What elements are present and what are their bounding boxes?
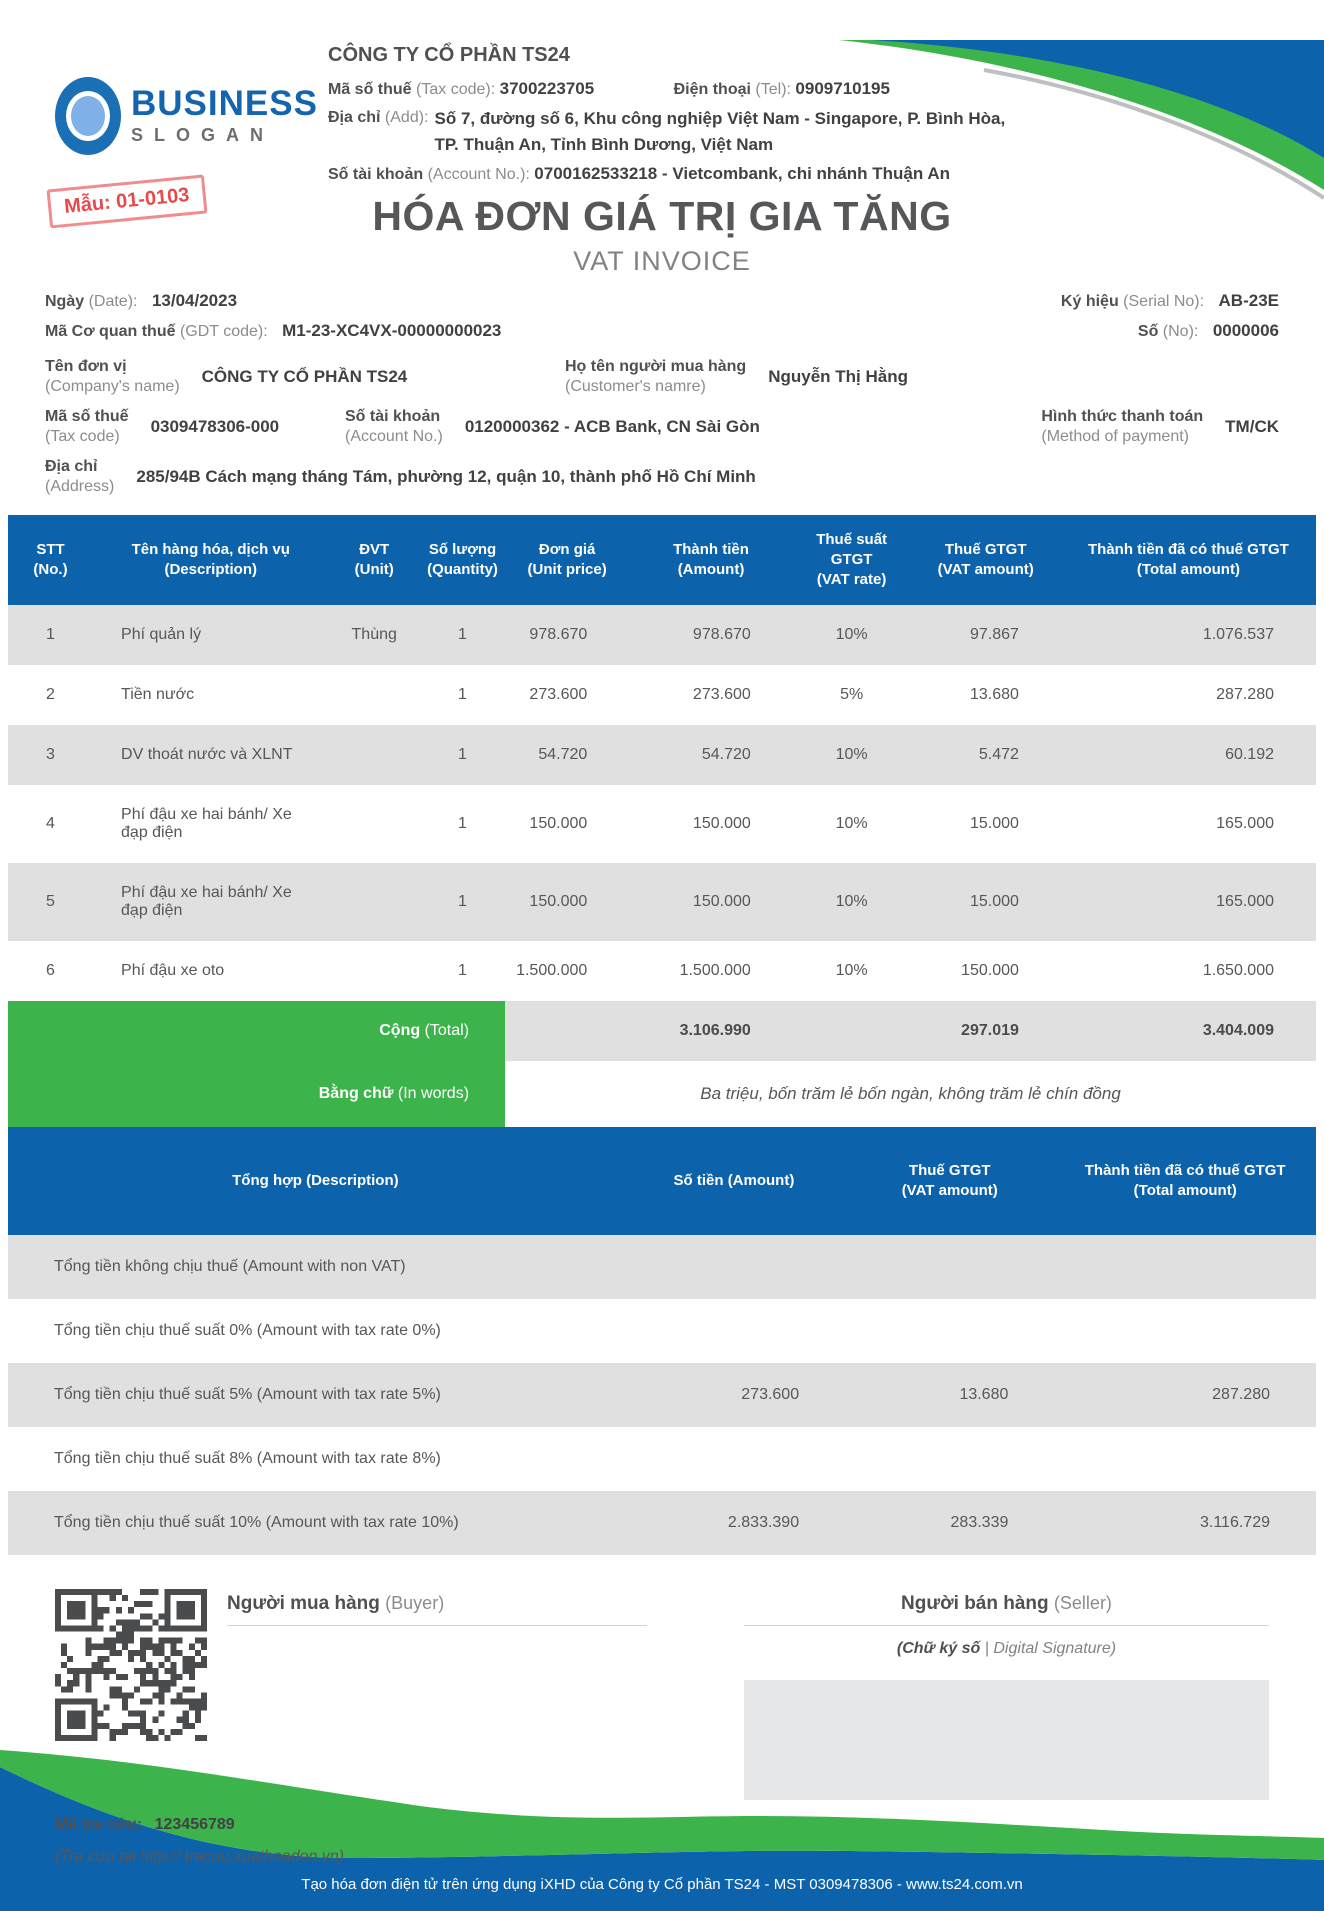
qr-code	[55, 1589, 207, 1741]
table-cell: 2	[46, 686, 55, 703]
brand-slogan: SLOGAN	[131, 124, 275, 145]
buyer-customer-name: Nguyễn Thị Hằng	[768, 367, 908, 386]
table-cell: 60.192	[1061, 725, 1316, 785]
table-cell: 1	[458, 815, 467, 832]
table-cell: Thùng	[328, 605, 420, 665]
buyer-company-name: CÔNG TY CỔ PHẦN TS24	[201, 367, 408, 386]
lookup-label: Mã tra cứu:	[55, 1816, 143, 1833]
form-number-stamp: Mẫu: 01-0103	[46, 175, 207, 229]
total-vat: 297.019	[910, 1001, 1060, 1061]
table-cell: 150.000	[529, 815, 588, 832]
invoice-header	[55, 40, 1324, 191]
table-cell: 150.000	[961, 962, 1019, 979]
buyer-account-label: Số tài khoản (Account No.)	[345, 408, 443, 445]
table-cell: 10%	[793, 863, 911, 941]
table-row	[8, 941, 1316, 1001]
table-cell	[328, 725, 420, 785]
table-cell: 10%	[793, 725, 911, 785]
table-cell: 5%	[840, 686, 864, 703]
table-cell	[328, 863, 420, 941]
seller-rule	[744, 1625, 1269, 1626]
total-with-vat: 3.404.009	[1061, 1001, 1316, 1061]
buyer-rule	[227, 1625, 647, 1626]
col-unit-price: Đơn giá (Unit price)	[505, 515, 629, 605]
table-cell: 6	[46, 962, 55, 979]
col-description: Tên hàng hóa, dịch vụ (Description)	[93, 515, 328, 605]
lookup-note: (Tra cứu tại http:// tracuu.xuathoadon.vn)	[55, 1848, 345, 1865]
signature-placeholder-box	[744, 1680, 1269, 1800]
buyer-customer-label: Họ tên người mua hàng (Customer's namre)	[565, 358, 747, 395]
summary-cell: 13.680	[845, 1363, 1054, 1427]
summary-cell	[1054, 1299, 1316, 1363]
col-unit: ĐVT (Unit)	[328, 515, 420, 605]
items-header-row	[8, 515, 1316, 605]
table-cell: 15.000	[969, 815, 1019, 832]
table-cell: DV thoát nước và XLNT	[93, 725, 328, 785]
table-row	[8, 785, 1316, 863]
summary-cell: 2.833.390	[623, 1491, 845, 1555]
items-tbody	[8, 605, 1316, 1001]
summary-cell: 287.280	[1054, 1363, 1316, 1427]
company-logo	[55, 40, 320, 191]
items-table	[8, 515, 1316, 1127]
summary-header-row	[8, 1127, 1316, 1235]
col-quantity: Số lượng (Quantity)	[420, 515, 505, 605]
total-label: Cộng (Total)	[8, 1001, 505, 1061]
invoice-subtitle: VAT INVOICE	[573, 246, 751, 276]
col-total-amount: Thành tiền đã có thuế GTGT (Total amount)	[1061, 515, 1316, 605]
table-row	[8, 605, 1316, 665]
summary-cell	[623, 1427, 845, 1491]
table-cell: Tiền nước	[121, 686, 195, 703]
table-cell	[328, 785, 420, 863]
in-words-row	[8, 1061, 1316, 1127]
col-summary-amount: Số tiền (Amount)	[623, 1127, 845, 1235]
table-row	[8, 725, 1316, 785]
summary-row	[8, 1491, 1316, 1555]
table-cell	[328, 941, 420, 1001]
buyer-sign-title: Người mua hàng (Buyer)	[227, 1593, 445, 1614]
invoice-date: Ngày (Date): 13/04/2023	[45, 291, 238, 310]
table-cell: 1	[420, 605, 505, 665]
payment-method-label: Hình thức thanh toán (Method of payment)	[1041, 408, 1204, 445]
footer-note: Tạo hóa đơn điện tử trên ứng dụng iXHD của Công ty Cổ phần TS24 - MST 0309478306 - www.ts24.com.vn	[301, 1876, 1023, 1893]
invoice-serial: Ký hiệu (Serial No): AB-23E	[1060, 291, 1279, 310]
summary-row	[8, 1299, 1316, 1363]
col-summary-vat: Thuế GTGT (VAT amount)	[845, 1127, 1054, 1235]
table-cell: 165.000	[1061, 863, 1316, 941]
summary-cell	[623, 1235, 845, 1299]
col-vat-amount: Thuế GTGT (VAT amount)	[910, 515, 1060, 605]
table-cell: 1	[458, 686, 467, 703]
digital-signature-label: (Chữ ký số | Digital Signature)	[896, 1640, 1117, 1657]
seller-company-name: CÔNG TY CỔ PHẦN TS24	[328, 44, 570, 66]
table-cell: 978.670	[629, 605, 793, 665]
col-vat-rate: Thuế suất GTGT (VAT rate)	[793, 515, 911, 605]
table-cell: Phí đậu xe hai bánh/ Xe đạp điện	[93, 863, 328, 941]
summary-cell: Tổng tiền không chịu thuế (Amount with non VAT)	[8, 1235, 623, 1299]
table-cell: 10%	[835, 815, 868, 832]
summary-row	[8, 1363, 1316, 1427]
seller-sign-block	[744, 1589, 1269, 1800]
summary-cell	[845, 1427, 1054, 1491]
seller-account-row: Số tài khoản (Account No.): 0700162533218 - Vietcombank, chi nhánh Thuận An	[328, 164, 951, 183]
table-cell: 150.000	[629, 863, 793, 941]
invoice-number: Số (No): 0000006	[1137, 321, 1279, 340]
table-cell: 978.670	[505, 605, 629, 665]
seller-tel: 0909710195	[795, 79, 890, 98]
table-row	[8, 665, 1316, 725]
logo-oval-icon	[55, 77, 121, 155]
seller-address: Số 7, đường số 6, Khu công nghiệp Việt Nam - Singapore, P. Bình Hòa, TP. Thuận An, Tỉnh Bình Dương, Việt Nam	[434, 109, 1006, 154]
lookup-code: 123456789	[154, 1816, 235, 1833]
seller-tax-row: Mã số thuế (Tax code): 3700223705 Điện thoại (Tel): 0909710195	[328, 79, 890, 98]
table-cell: 54.720	[505, 725, 629, 785]
table-cell: 4	[46, 815, 55, 832]
col-amount: Thành tiền (Amount)	[629, 515, 793, 605]
seller-tax-code: 3700223705	[499, 79, 595, 98]
table-cell: 54.720	[629, 725, 793, 785]
table-cell: 3	[8, 725, 93, 785]
brand-name: BUSINESS	[131, 83, 318, 123]
summary-row	[8, 1427, 1316, 1491]
table-cell: 1	[420, 725, 505, 785]
table-cell: 5.472	[910, 725, 1060, 785]
summary-cell: Tổng tiền chịu thuế suất 0% (Amount with tax rate 0%)	[54, 1322, 441, 1339]
total-amount: 3.106.990	[629, 1001, 793, 1061]
summary-cell: Tổng tiền chịu thuế suất 10% (Amount with tax rate 10%)	[8, 1491, 623, 1555]
table-cell: 1	[8, 605, 93, 665]
col-summary-description: Tổng hợp (Description)	[8, 1127, 623, 1235]
summary-table	[8, 1127, 1316, 1555]
table-cell: 287.280	[1216, 686, 1274, 703]
table-cell: Phí đậu xe hai bánh/ Xe đạp điện	[121, 806, 292, 841]
table-cell: 273.600	[529, 686, 588, 703]
table-cell: 1	[420, 863, 505, 941]
table-cell: 5	[8, 863, 93, 941]
table-cell: 10%	[793, 605, 911, 665]
summary-cell: 273.600	[623, 1363, 845, 1427]
col-stt: STT (No.)	[8, 515, 93, 605]
table-row	[8, 863, 1316, 941]
seller-sign-title: Người bán hàng (Seller)	[901, 1593, 1112, 1614]
summary-cell	[1054, 1427, 1316, 1491]
table-cell: 165.000	[1216, 815, 1274, 832]
table-cell: Phí quản lý	[93, 605, 328, 665]
col-summary-total: Thành tiền đã có thuế GTGT (Total amount)	[1054, 1127, 1316, 1235]
summary-cell	[623, 1299, 845, 1363]
total-row	[8, 1001, 1316, 1061]
summary-cell: Tổng tiền chịu thuế suất 8% (Amount with tax rate 8%)	[54, 1450, 441, 1467]
summary-cell	[1054, 1235, 1316, 1299]
table-cell: Phí đậu xe oto	[121, 962, 225, 979]
table-cell: 97.867	[910, 605, 1060, 665]
table-cell: 1.500.000	[679, 962, 751, 979]
buyer-info	[45, 357, 1279, 497]
summary-row	[8, 1235, 1316, 1299]
buyer-company-label: Tên đơn vị (Company's name)	[45, 358, 180, 395]
table-cell: 1.076.537	[1061, 605, 1316, 665]
buyer-account: 0120000362 - ACB Bank, CN Sài Gòn	[464, 417, 760, 436]
table-cell: 15.000	[910, 863, 1060, 941]
amount-in-words: Ba triệu, bốn trăm lẻ bốn ngàn, không trăm lẻ chín đồng	[700, 1084, 1121, 1103]
table-cell: 1.650.000	[1202, 962, 1274, 979]
table-cell: 1	[458, 962, 467, 979]
table-cell: 10%	[835, 962, 868, 979]
in-words-label: Bằng chữ (In words)	[8, 1061, 505, 1127]
buyer-address-label: Địa chỉ (Address)	[45, 458, 115, 495]
summary-tbody	[8, 1235, 1316, 1555]
summary-cell: 283.339	[845, 1491, 1054, 1555]
table-cell: 1.500.000	[516, 962, 588, 979]
seller-account: 0700162533218 - Vietcombank, chi nhánh Thuận An	[534, 164, 951, 183]
invoice-gdt-code: Mã Cơ quan thuế (GDT code): M1-23-XC4VX-00000000023	[45, 321, 502, 340]
invoice-title: HÓA ĐƠN GIÁ TRỊ GIA TĂNG	[372, 193, 952, 239]
summary-cell	[845, 1235, 1054, 1299]
table-cell	[328, 665, 420, 725]
lookup-block	[55, 1816, 505, 1866]
table-cell: 150.000	[692, 815, 751, 832]
buyer-address: 285/94B Cách mạng tháng Tám, phường 12, quận 10, thành phố Hồ Chí Minh	[136, 467, 756, 486]
invoice-meta	[45, 291, 1279, 341]
buyer-tax-label: Mã số thuế (Tax code)	[45, 408, 129, 445]
table-cell: 150.000	[505, 863, 629, 941]
signing-section	[55, 1589, 1269, 1800]
buyer-tax-code: 0309478306-000	[150, 417, 280, 436]
summary-cell	[845, 1299, 1054, 1363]
buyer-sign-block	[55, 1589, 647, 1800]
seller-company-info	[328, 40, 1005, 191]
seller-address-row: Địa chỉ (Add): Số 7, đường số 6, Khu công nghiệp Việt Nam - Singapore, P. Bình Hòa, TP. Thuận An, Tỉnh Bình Dương, Việt Nam	[328, 106, 1005, 157]
summary-cell: Tổng tiền chịu thuế suất 5% (Amount with tax rate 5%)	[8, 1363, 623, 1427]
summary-cell: 3.116.729	[1054, 1491, 1316, 1555]
payment-method-value: TM/CK	[1225, 417, 1279, 436]
table-cell: 273.600	[692, 686, 751, 703]
table-cell: 13.680	[969, 686, 1019, 703]
